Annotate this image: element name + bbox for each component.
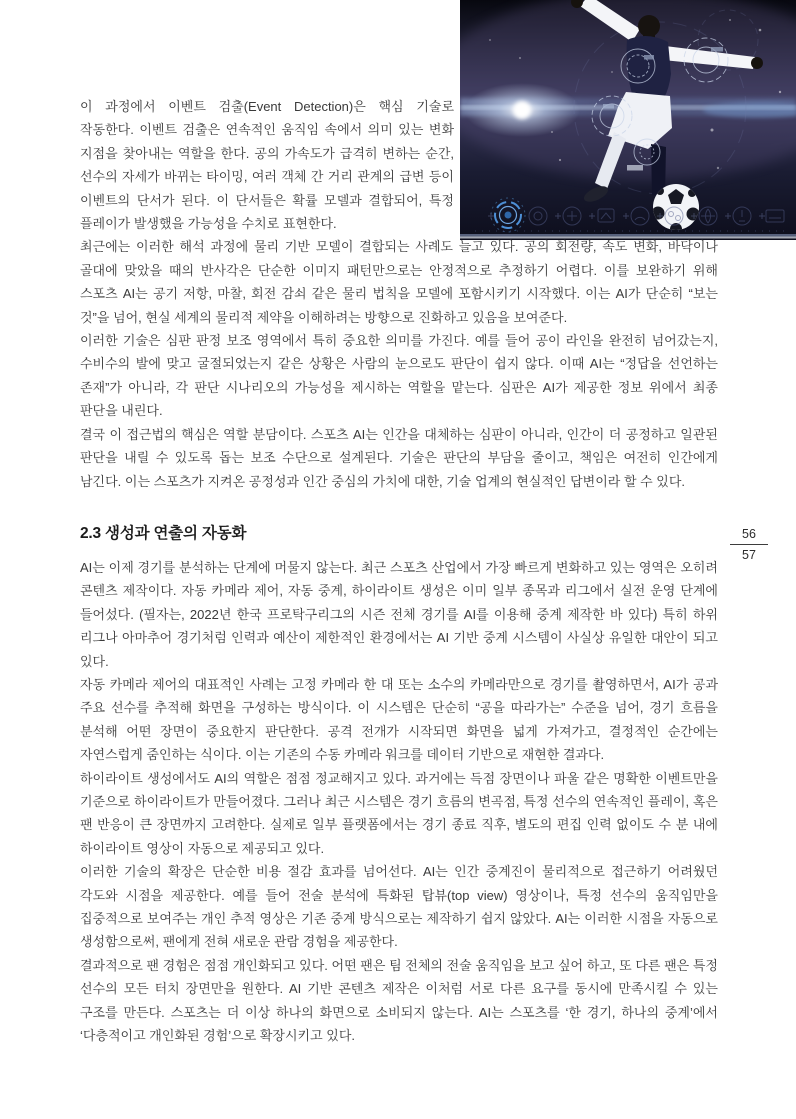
article-body (80, 0, 718, 1047)
page-number-current: 56 (742, 527, 756, 541)
page-number-next: 57 (730, 544, 768, 562)
body-paragraph: AI는 이제 경기를 분석하는 단계에 머물지 않는다. 최근 스포츠 산업에서 가장 빠르게 변화하고 있는 영역은 오히려 콘텐츠 제작이다. 자동 카메라 제어, 자동 중계, 하이라이트 생성은 이미 일부 종목과 리그에서 실전 운영 단계에 들어섰다. (필자는, 2022년 한국 프로탁구리그의 시즌 전체 경기를 AI를 이용해 중계 제작한 바 있다) 특히 하위 리그나 아마추어 경기처럼 인력과 예산이 제한적인 환경에서는 AI 기반 중계 시스템이 사실상 유일한 대안이 되고 있다. (80, 559, 718, 669)
page-number (730, 527, 768, 562)
body-paragraph: 결과적으로 팬 경험은 점점 개인화되고 있다. 어떤 팬은 팀 전체의 전술 움직임을 보고 싶어 하고, 또 다른 팬은 특정 선수의 모든 터치 장면만을 원한다. AI 기반 콘텐츠 제작은 이처럼 서로 다른 요구를 동시에 만족시킬 수 있는 구조를 만든다. 스포츠는 더 이상 하나의 화면으로 소비되지 않는다. AI는 스포츠를 ‘한 경기, 하나의 중계’에서 ‘다층적이고 개인화된 경험’으로 확장시키고 있다. (80, 957, 718, 1044)
body-paragraph: 이러한 기술은 심판 판정 보조 영역에서 특히 중요한 의미를 가진다. 예를 들어 공이 라인을 완전히 넘어갔는지, 수비수의 발에 맞고 굴절되었는지 같은 상황은 사람의 눈으로도 판단이 쉽지 않다. 이때 AI는 “정답을 선언하는 존재”가 아니라, 각 판단 시나리오의 가능성을 제시하는 역할을 맡는다. 심판은 AI가 제공한 정보 위에서 최종 판단을 내린다. (80, 333, 718, 419)
body-paragraph: 하이라이트 생성에서도 AI의 역할은 점점 정교해지고 있다. 과거에는 득점 장면이나 파울 같은 명확한 이벤트만을 기준으로 하이라이트가 만들어졌다. 그러나 최근 시스템은 경기 흐름의 변곡점, 특정 선수의 연속적인 플레이, 혹은 팬 반응이 큰 장면까지 고려한다. 실제로 일부 플랫폼에서는 경기 종료 직후, 별도의 편집 인력 없이도 수 분 내에 하이라이트 영상이 자동으로 제공되고 있다. (80, 770, 718, 856)
section-heading: 2.3 생성과 연출의 자동화 (80, 524, 247, 542)
body-paragraph: 이 과정에서 이벤트 검출(Event Detection)은 핵심 기술로 작동한다. 이벤트 검출은 연속적인 움직임 속에서 의미 있는 변화 지점을 찾아내는 역할을 한다. 공의 가속도가 급격히 변하는 순간, 선수의 자세가 바뀌는 타이밍, 여러 객체 간 거리 관계의 급변 등이 이벤트의 단서가 된다. 이 단서들은 확률 모델과 결합되어, 특정 플레이가 발생했을 가능성을 수치로 표현한다. (80, 99, 454, 232)
body-paragraph: 이러한 기술의 확장은 단순한 비용 절감 효과를 넘어선다. AI는 인간 중계진이 물리적으로 접근하기 어려웠던 각도와 시점을 제공한다. 예를 들어 전술 분석에 특화된 탑뷰(top view) 영상이나, 특정 선수의 움직임만을 집중적으로 보여주는 개인 추적 영상은 기존 중계 방식으로는 제작하기 쉽지 않았다. AI는 이러한 시점을 자동으로 생성함으로써, 팬에게 전혀 새로운 관람 경험을 제공한다. (80, 864, 718, 950)
body-paragraph: 최근에는 이러한 해석 과정에 물리 기반 모델이 결합되는 사례도 늘고 있다. 공의 회전량, 속도 변화, 바닥이나 골대에 맞았을 때의 반사각은 단순한 이미지 패턴만으로는 안정적으로 추정하기 어렵다. 이를 보완하기 위해 스포츠 AI는 공기 저항, 마찰, 회전 감쇠 같은 물리 법칙을 모델에 포함시키기 시작했다. 이는 AI가 단순히 “보는 것”을 넘어, 현실 세계의 물리적 제약을 이해하려는 방향으로 진화하고 있음을 보여준다. (80, 239, 718, 325)
body-paragraph: 결국 이 접근법의 핵심은 역할 분담이다. 스포츠 AI는 인간을 대체하는 심판이 아니라, 인간이 더 공정하고 일관된 판단을 내릴 수 있도록 돕는 보조 수단으로 설계된다. 기술은 판단의 부담을 줄이고, 책임은 여전히 인간에게 남긴다. 이는 스포츠가 지켜온 공정성과 인간 중심의 가치에 대한, 기술 업계의 현실적인 답변이라 할 수 있다. (80, 426, 718, 489)
body-paragraph: 자동 카메라 제어의 대표적인 사례는 고정 카메라 한 대 또는 소수의 카메라만으로 경기를 촬영하면서, AI가 공과 주요 선수를 추적해 화면을 구성하는 방식이다. 이 시스템은 단순히 “공을 따라가는” 수준을 넘어, 경기 흐름을 분석해 어떤 장면이 중요한지 판단한다. 공격 전개가 시작되면 화면을 넓게 가져가고, 결정적인 순간에는 자연스럽게 줌인하는 식이다. 이는 기존의 수동 카메라 워크를 데이터 기반으로 재현한 결과다. (80, 676, 718, 763)
